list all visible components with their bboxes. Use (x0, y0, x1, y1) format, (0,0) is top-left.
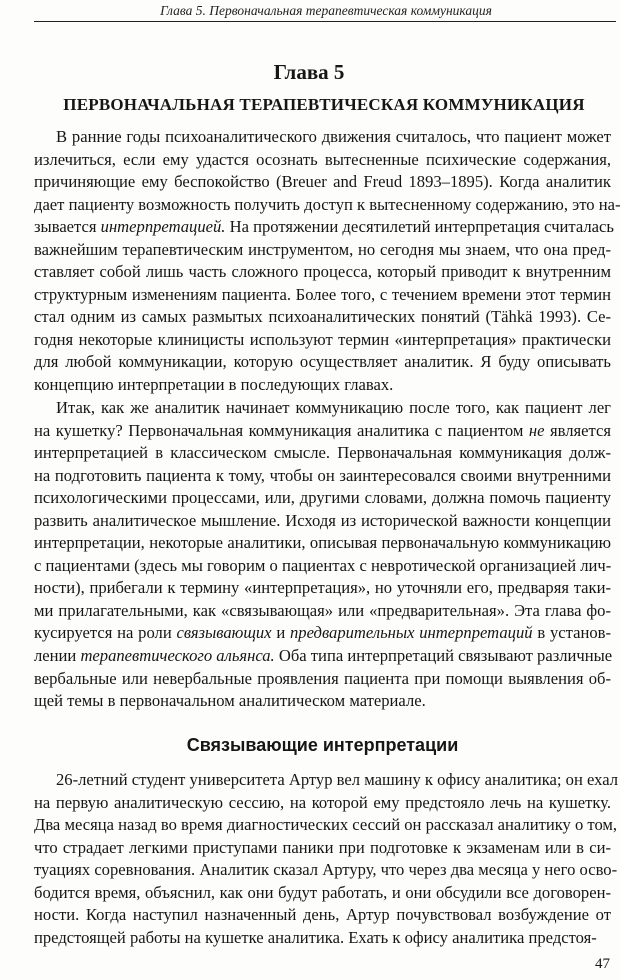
italic-text: интерпретацией. (100, 217, 226, 237)
text-line (34, 487, 611, 510)
text-line (34, 927, 611, 950)
text-run: 26-летний студент университета Артур вел машину к офису аналитика; он ехал (56, 770, 618, 789)
text-run: ми прилагательными, как «связывающая» или «предварительная». Эта глава фо- (34, 600, 611, 620)
italic-text: не (528, 420, 545, 440)
text-line (34, 622, 611, 645)
page-number: 47 (595, 956, 610, 972)
text-line (34, 792, 611, 815)
text-run: туациях соревнования. Аналитик сказал Артуру, что через два месяца у него осво- (34, 860, 618, 880)
text-run: причиняющие ему беспокойство (Breuer and Freud 1893–1895). Когда аналитик (34, 172, 611, 192)
text-line (34, 397, 611, 420)
text-run: лении (34, 646, 81, 666)
text-run: Оба типа интерпретаций связывают различные (274, 646, 613, 666)
text-run: что страдает легкими приступами паники при подготовке к экзаменам или в си- (34, 837, 611, 857)
text-line (34, 351, 611, 374)
text-run: вербальные или невербальные проявления пациента при помощи выявления об- (34, 668, 611, 688)
text-line (34, 306, 611, 329)
text-run: для любой коммуникации, которую осуществляет аналитик. Я буду описывать (34, 352, 611, 372)
text-run: стал одним из самых размытых психоаналитических понятий (Tähkä 1993). Се- (34, 307, 611, 327)
text-run: важнейшим терапевтическим инструментом, но сегодня мы знаем, что она пред- (34, 239, 611, 259)
text-run: дает пациенту возможность получить доступ к вытесненному содержанию, это на- (34, 194, 620, 214)
text-line (34, 420, 611, 443)
italic-text: связывающих (176, 623, 272, 643)
text-line (34, 374, 611, 397)
text-line (34, 837, 611, 860)
text-run: в установ- (532, 623, 611, 643)
text-line (34, 510, 611, 533)
running-head: Глава 5. Первоначальная терапевтическая коммуникация (160, 3, 492, 18)
text-line (34, 171, 611, 194)
paragraph-3 (34, 769, 618, 949)
text-line (34, 690, 611, 713)
text-line (34, 600, 611, 623)
text-line (34, 645, 611, 668)
text-run: зывается (34, 217, 101, 237)
text-line (34, 882, 611, 905)
text-line (34, 126, 611, 149)
text-run: структурным изменениям пациента. Более того, с течением времени этот термин (34, 284, 611, 304)
text-run: ности), прибегали к термину «интерпретация», но уточняли его, предваряя таки- (34, 578, 611, 598)
text-run: на подготовить пациента к тому, чтобы он заинтересовался своими внутренними (34, 465, 611, 485)
text-line (34, 577, 611, 600)
chapter-title: ПЕРВОНАЧАЛЬНАЯ ТЕРАПЕВТИЧЕСКАЯ КОММУНИКАЦИЯ (63, 95, 585, 114)
text-line (34, 769, 618, 792)
text-line (34, 261, 611, 284)
text-run: с пациентами (здесь мы говорим о пациентах с невротической организацией лич- (34, 555, 612, 575)
text-line (34, 216, 614, 239)
text-line (34, 532, 611, 555)
text-line (34, 904, 611, 927)
text-run: бодится время, объяснил, как они будут работать, и они обсудили все договорен- (34, 882, 611, 902)
text-line (34, 859, 618, 882)
text-run: ности. Когда наступил назначенный день, Артур почувствовал возбуждение от (34, 905, 611, 925)
text-run: кусируется на роли (34, 623, 177, 643)
text-line (34, 814, 618, 837)
text-run: интерпретации, некоторые аналитики, описывая первоначальную коммуникацию (34, 533, 611, 553)
text-run: годня некоторые клиницисты используют термин «интерпретация» практически (34, 329, 611, 349)
italic-text: предварительных интерпретаций (290, 623, 533, 643)
text-line (34, 149, 611, 172)
text-run: развить аналитическое мышление. Исходя из исторической важности концепции (34, 510, 611, 530)
text-run: и (271, 623, 290, 643)
text-line (34, 465, 611, 488)
paragraph-1 (34, 126, 620, 397)
text-run: Два месяца назад во время диагностических сессий он рассказал аналитику о том, (34, 815, 618, 835)
header-rule (34, 21, 616, 22)
text-run: На протяжении десятилетий интерпретация считалась (225, 217, 614, 237)
text-run: ставляет собой лишь часть сложного процесса, который приводит к внутренним (34, 262, 611, 282)
text-line (34, 555, 611, 578)
text-run: В ранние годы психоаналитического движения считалось, что пациент может (56, 127, 611, 146)
text-run: излечиться, если ему удастся осознать вытесненные психические содержания, (34, 149, 611, 169)
italic-text: терапевтического альянса. (80, 646, 275, 666)
text-line (34, 668, 611, 691)
text-run: интерпретацией в классическом смысле. Первоначальная коммуникация долж- (34, 443, 611, 463)
chapter-label: Глава 5 (273, 60, 345, 84)
text-line (34, 329, 611, 352)
text-run: психологическими процессами, или, другими словами, должна помочь пациенту (34, 488, 611, 508)
text-line (34, 194, 620, 217)
text-run: на первую аналитическую сессию, на которой ему предстояло лечь на кушетку. (34, 792, 611, 812)
text-line (34, 442, 611, 465)
paragraph-2 (34, 397, 611, 713)
text-run: является (544, 420, 611, 440)
section-heading: Связывающие интерпретации (186, 735, 459, 755)
text-run: щей темы в первоначальном аналитическом материале. (34, 691, 426, 711)
text-run: концепцию интерпретации в последующих главах. (34, 375, 394, 395)
text-line (34, 239, 611, 262)
text-line (34, 284, 611, 307)
text-run: на кушетку? Первоначальная коммуникация аналитика с пациентом (34, 420, 529, 440)
text-run: предстоящей работы на кушетке аналитика. Ехать к офису аналитика предстоя- (34, 927, 597, 947)
text-run: Итак, как же аналитик начинает коммуникацию после того, как пациент лег (56, 398, 611, 417)
